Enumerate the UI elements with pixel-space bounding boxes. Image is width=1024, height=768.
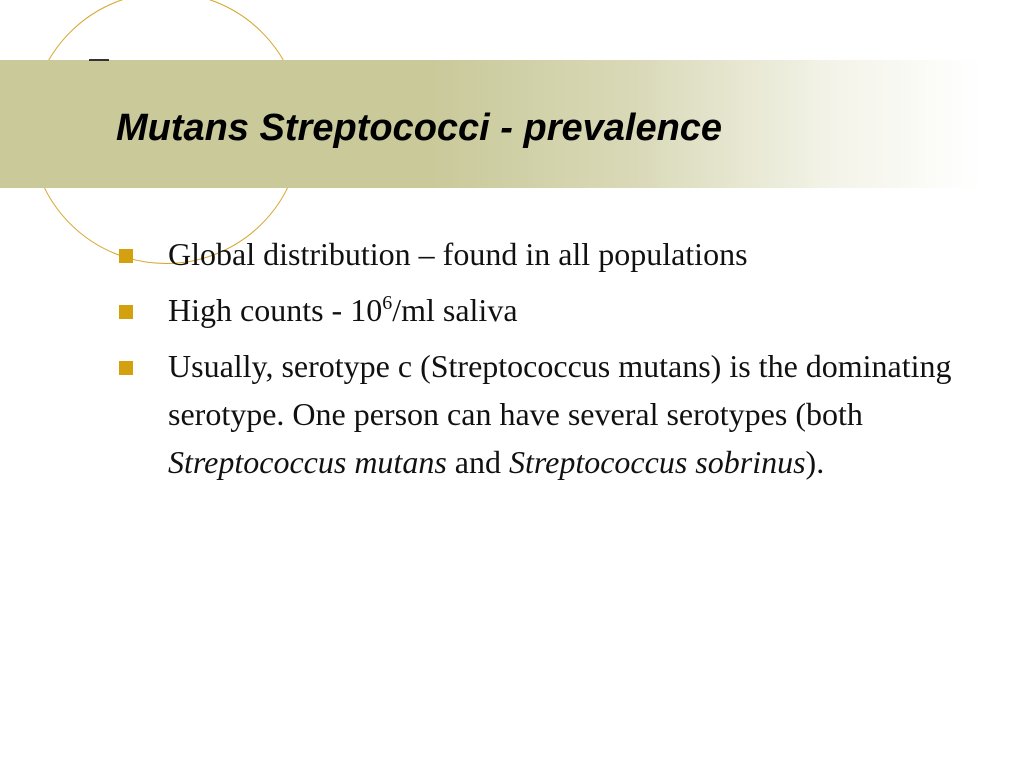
slide-title: Mutans Streptococci - prevalence — [116, 107, 723, 149]
bullet-list — [118, 230, 968, 494]
bullet-text: Global distribution – found in all populations — [168, 236, 748, 272]
square-bullet-icon — [119, 305, 133, 319]
bullet-text-suffix: /ml saliva — [392, 292, 518, 328]
bullet-item-global-distribution — [118, 230, 968, 278]
decorative-dash — [89, 59, 109, 61]
square-bullet-icon — [119, 249, 133, 263]
species-name-mutans: Streptococcus mutans — [168, 444, 447, 480]
bullet-text: and — [446, 444, 509, 480]
bullet-text: Usually, serotype c (Streptococcus mutans) is the dominating serotype. One person can have several serotypes (both — [168, 348, 952, 432]
bullet-text-prefix: High counts - 10 — [168, 292, 383, 328]
bullet-text: ). — [805, 444, 825, 480]
bullet-item-high-counts — [118, 286, 968, 334]
species-name-sobrinus: Streptococcus sobrinus — [508, 444, 806, 480]
square-bullet-icon — [119, 361, 133, 375]
exponent: 6 — [382, 292, 393, 314]
bullet-item-serotypes — [118, 342, 968, 486]
